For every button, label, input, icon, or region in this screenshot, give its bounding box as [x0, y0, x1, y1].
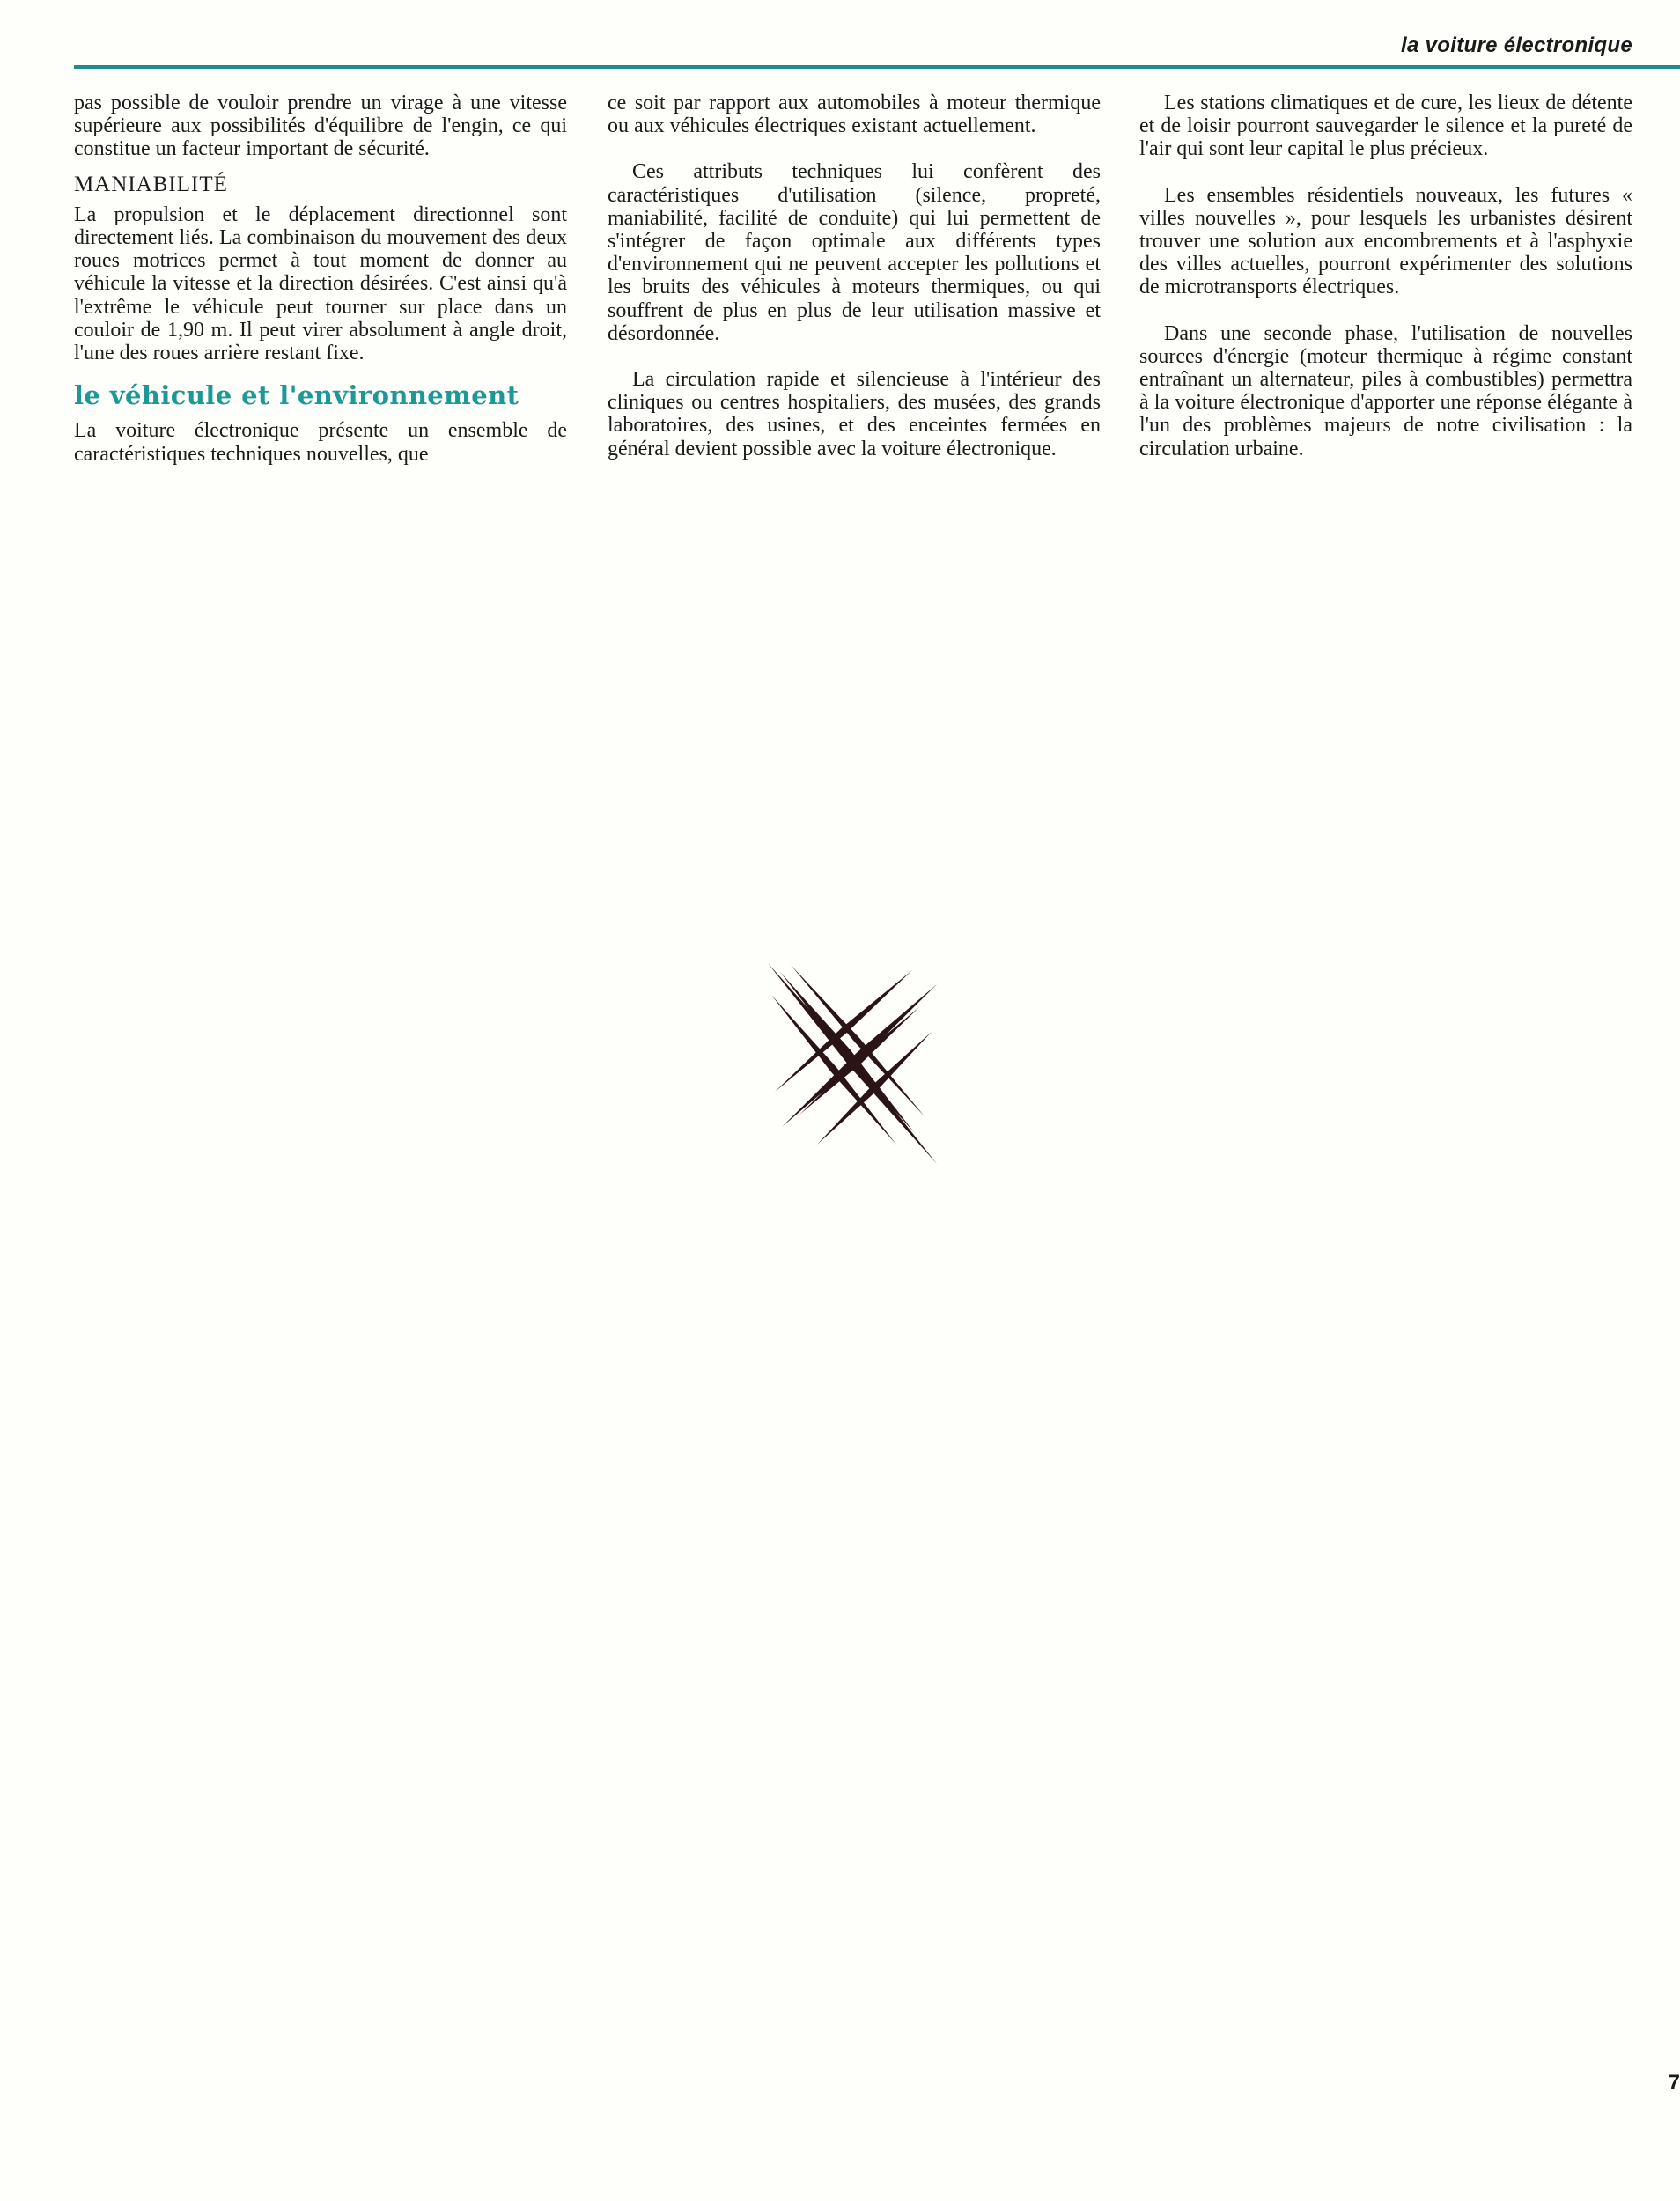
- paragraph: pas possible de vouloir prendre un virage à une vitesse supérieure aux possibilités d'équilibre de l'engin, ce qui constitue un facteur important de sécurité.: [74, 92, 567, 161]
- page-number: 7: [1668, 2071, 1680, 2094]
- paragraph: La circulation rapide et silencieuse à l'intérieur des cliniques ou centres hospitaliers, des musées, des grands laboratoires, des usines, et des enceintes fermées en général devient possible avec la voiture électronique.: [608, 368, 1101, 460]
- paragraph: Les stations climatiques et de cure, les lieux de détente et de loisir pourront sauvegarder le silence et la pureté de l'air qui sont leur capital le plus précieux.: [1139, 92, 1632, 161]
- paragraph: Les ensembles résidentiels nouveaux, les futures « villes nouvelles », pour lesquels les urbanistes désirent trouver une solution aux encombrements et à l'asphyxie des villes actuelles, pourront expérimenter des solutions de microtransports électriques.: [1139, 183, 1632, 299]
- running-header: la voiture électronique: [1401, 33, 1632, 57]
- section-title: le véhicule et l'environnement: [74, 380, 519, 411]
- text-column-3: [1139, 92, 1632, 483]
- paragraph: La voiture électronique présente un ensemble de caractéristiques techniques nouvelles, que: [74, 419, 567, 466]
- paragraph: ce soit par rapport aux automobiles à moteur thermique ou aux véhicules électriques existant actuellement.: [608, 92, 1101, 138]
- paragraph: Dans une seconde phase, l'utilisation de nouvelles sources d'énergie (moteur thermique à régime constant entraînant un alternateur, piles à combustibles) permettra à la voiture électronique d'apporter une réponse élégante à l'un des problèmes majeurs de notre civilisation : la circulation urbaine.: [1139, 321, 1632, 460]
- emblem-stroke: [780, 972, 914, 1132]
- emblem-stroke: [771, 995, 896, 1145]
- paragraph: Ces attributs techniques lui confèrent des caractéristiques d'utilisation (silence, propreté, maniabilité, facilité de conduite) qui lui permettent de s'intégrer de façon optimale aux différents types d'environnement qui ne peuvent accepter les pollutions et les bruits des véhicules à moteurs thermiques, ou qui souffrent de plus en plus de leur utilisation massive et désordonnée.: [608, 160, 1101, 345]
- text-column-2: [608, 92, 1101, 483]
- subheading: MANIABILITÉ: [74, 172, 228, 196]
- header-rule: [74, 65, 1680, 69]
- paragraph: La propulsion et le déplacement directionnel sont directement liés. La combinaison du mouvement des deux roues motrices permet à tout moment de donner au véhicule la vitesse et la direction désirées. C'est ainsi qu'à l'extrême le véhicule peut tourner sur place dans un couloir de 1,90 m. Il peut virer absolument à angle droit, l'une des roues arrière restant fixe.: [74, 202, 567, 365]
- text-column-1: [74, 92, 567, 489]
- crosshatch-logo-icon: [764, 960, 940, 1171]
